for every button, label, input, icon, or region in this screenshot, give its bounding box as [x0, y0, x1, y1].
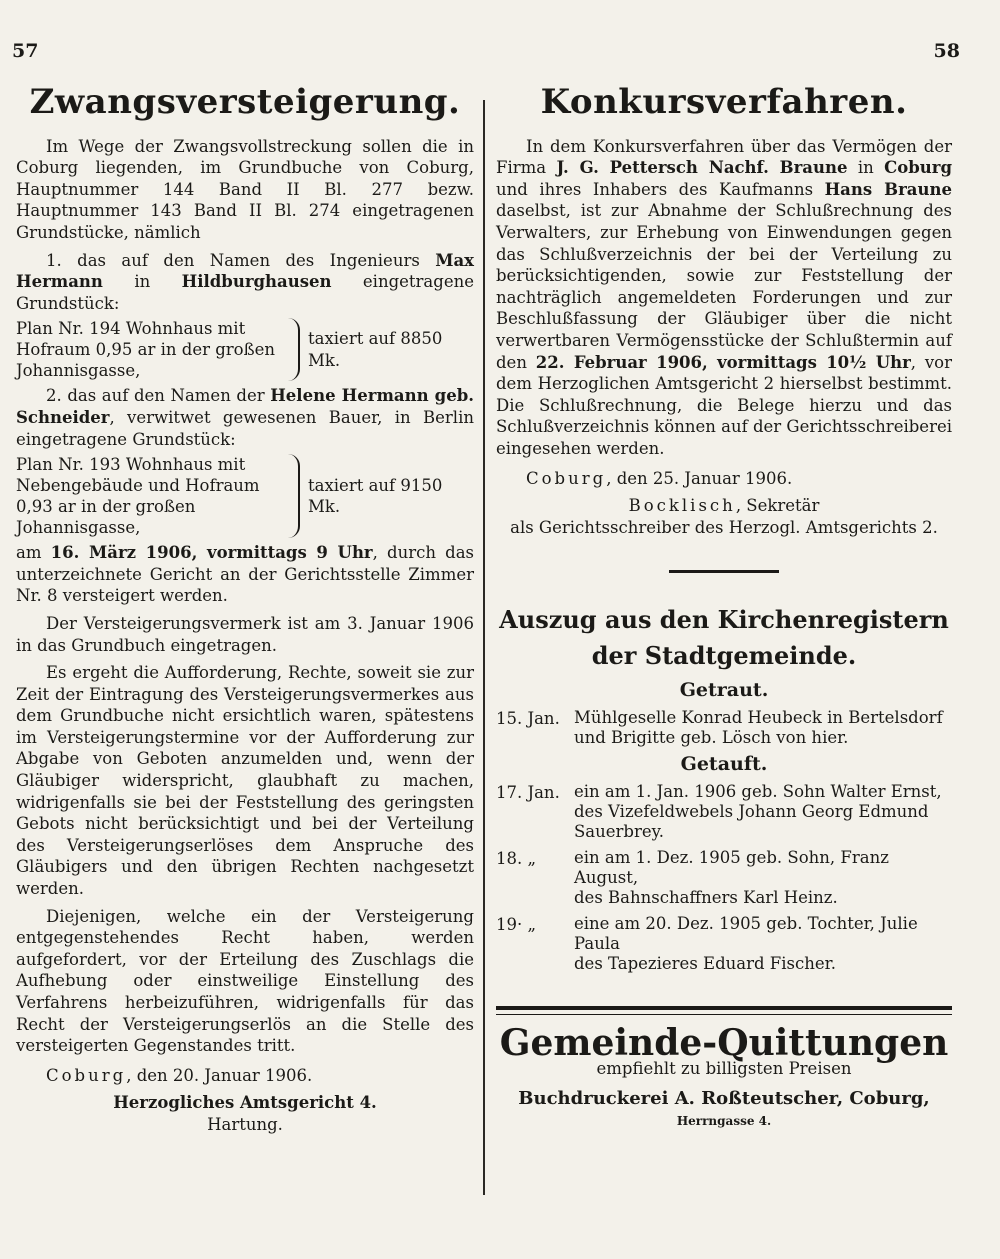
aufforderung-paragraph: Es ergeht die Aufforderung, Rechte, soweit sie zur Zeit der Eintragung des Versteigerungsvermerkes aus dem Grundbuche nicht ersichtlich waren, spätestens im Versteigerungstermine vor der Aufforderung zur Abgabe von Geboten anzumelden und, wenn der Gläubiger widerspricht, glaubhaft zu machen, widrigenfalls sie bei der Feststellung des geringsten Gebots nicht berücksichtigt und bei der Verteilung des Versteigerungserlöses dem Anspruche des Gläubigers und den übrigen Rechten nachgesetzt werden.	[16, 663, 474, 899]
right-signer: Bocklisch, Sekretär	[628, 496, 820, 516]
intro-paragraph: Im Wege der Zwangsvollstreckung sollen die in Coburg liegenden, im Grundbuche von Coburg, Hauptnummer 144 Band II Bl. 277 bezw. Hauptnummer 143 Band II Bl. 274 eingetragenen Grundstücke, nämlich	[16, 136, 474, 242]
diejenigen-paragraph: Diejenigen, welche ein der Versteigerung entgegenstehendes Recht haben, werden aufgefordert, vor der Erteilung des Zuschlags die Aufhebung oder einstweilige Einstellung des Verfahrens herbeizuführen, widrigenfalls für das Recht der Versteigerungserlös an die Stelle des versteigerten Gegenstandes tritt.	[16, 906, 474, 1056]
owner-name-2: Helene Hermann geb. Schneider	[16, 386, 474, 427]
getauft-heading: Getauft.	[680, 753, 768, 776]
page-number-right: 58	[933, 40, 960, 62]
auction-date-paragraph: am 16. März 1906, vormittags 9 Uhr, durch das unterzeichnete Gericht an der Gerichtsstelle Zimmer Nr. 8 versteigert werden.	[16, 543, 475, 606]
owner-name-1: Max Hermann	[16, 250, 474, 292]
right-title: Konkursverfahren.	[540, 82, 908, 122]
plan-description-2: Plan Nr. 193 Wohnhaus mit Nebengebäude und Hofraum 0,93 ar in der großen Johannisgasse,	[16, 455, 260, 538]
firm-city: Coburg	[884, 158, 952, 178]
ad-title: Gemeinde-Quittungen	[499, 1021, 949, 1064]
list-item: 17. Jan. ein am 1. Jan. 1906 geb. Sohn Walter Ernst, des Vizefeldwebels Johann Georg Edmund Sauerbrey.	[496, 781, 942, 841]
ad-rule-thin	[496, 1014, 952, 1015]
firm-name: J. G. Pettersch Nachf. Braune	[556, 158, 848, 178]
section-rule	[669, 570, 779, 573]
plan-entry-2	[16, 454, 474, 538]
property-item-2: 2. das auf den Namen der Helene Hermann geb. Schneider, verwitwet gewesenen Bauer, in Berlin eingetragene Grundstück:	[16, 386, 474, 449]
property-item-1: 1. das auf den Namen des Ingenieurs Max Hermann in Hildburghausen eingetragene Grundstück:	[16, 250, 474, 313]
court-name: Herzogliches Amtsgericht 4.	[113, 1093, 377, 1113]
ad-printer: Buchdruckerei A. Roßteutscher, Coburg, Herrngasse 4.	[518, 1087, 930, 1129]
plan-valuation-1: taxiert auf 8850 Mk.	[308, 329, 443, 370]
vermerk-paragraph: Der Versteigerungsvermerk ist am 3. Januar 1906 in das Grundbuch eingetragen.	[16, 613, 474, 655]
konkurs-paragraph: In dem Konkursverfahren über das Vermögen der Firma J. G. Pettersch Nachf. Braune in Coburg und ihres Inhabers des Kaufmanns Hans Braune daselbst, ist zur Abnahme der Schlußrechnung des Verwalters, zur Erhebung von Einwendungen gegen das Schlußverzeichnis der bei der Verteilung zu berücksichtigenden, sowie zur Feststellung der nachträglich angemeldeten Forderungen und zur Beschlußfassung der Gläubiger über die nicht verwertbaren Vermögensstücke der Schlußtermin auf den 22. Februar 1906, vormittags 10½ Uhr, vor dem Herzoglichen Amtsgericht 2 hierselbst bestimmt. Die Schlußrechnung, die Belege hierzu und das Schlußverzeichnis können auf der Gerichtsschreiberei eingesehen werden.	[496, 136, 953, 458]
plan-description-1: Plan Nr. 194 Wohnhaus mit Hofraum 0,95 ar in der großen Johannisgasse,	[16, 319, 276, 381]
owner-place-1: Hildburghausen	[181, 272, 332, 292]
register-subtitle: der Stadtgemeinde.	[591, 640, 857, 670]
list-item: 18. „ ein am 1. Dez. 1905 geb. Sohn, Franz August, des Bahnschaffners Karl Heinz.	[496, 847, 889, 907]
ad-subtitle: empfiehlt zu billigsten Preisen	[596, 1059, 852, 1079]
right-place: Coburg	[526, 468, 607, 488]
right-column	[496, 82, 953, 1133]
column-divider	[483, 100, 485, 1195]
list-item: 15. Jan. Mühlgeselle Konrad Heubeck in Bertelsdorf und Brigitte geb. Lösch von hier.	[496, 708, 943, 748]
left-title: Zwangsversteigerung.	[29, 82, 461, 122]
plan-entry-1	[16, 318, 474, 381]
right-date-line: Coburg, den 25. Januar 1906.	[526, 468, 793, 488]
auction-date: 16. März 1906, vormittags 9 Uhr	[50, 543, 373, 563]
brace	[282, 454, 300, 538]
firm-owner: Hans Braune	[824, 179, 952, 199]
page-number-left: 57	[12, 40, 39, 62]
getraut-heading: Getraut.	[679, 679, 769, 702]
ad-street: Herrngasse 4.	[676, 1114, 772, 1129]
register-title: Auszug aus den Kirchenregistern	[499, 605, 949, 635]
left-date-line: Coburg, den 20. Januar 1906.	[46, 1065, 313, 1085]
final-hearing-date: 22. Februar 1906, vormittags 10½ Uhr	[535, 352, 911, 372]
right-signer-office: als Gerichtsschreiber des Herzogl. Amtsgerichts 2.	[510, 517, 938, 537]
list-item: 19· „ eine am 20. Dez. 1905 geb. Tochter, Julie Paula des Tapezieres Eduard Fischer.	[496, 913, 918, 973]
left-column	[16, 82, 475, 1136]
plan-valuation-2: taxiert auf 9150 Mk.	[308, 475, 443, 517]
ad-rule-thick	[496, 1006, 952, 1010]
left-place: Coburg	[46, 1065, 127, 1085]
left-signer: Hartung.	[207, 1114, 283, 1134]
brace	[282, 318, 300, 381]
